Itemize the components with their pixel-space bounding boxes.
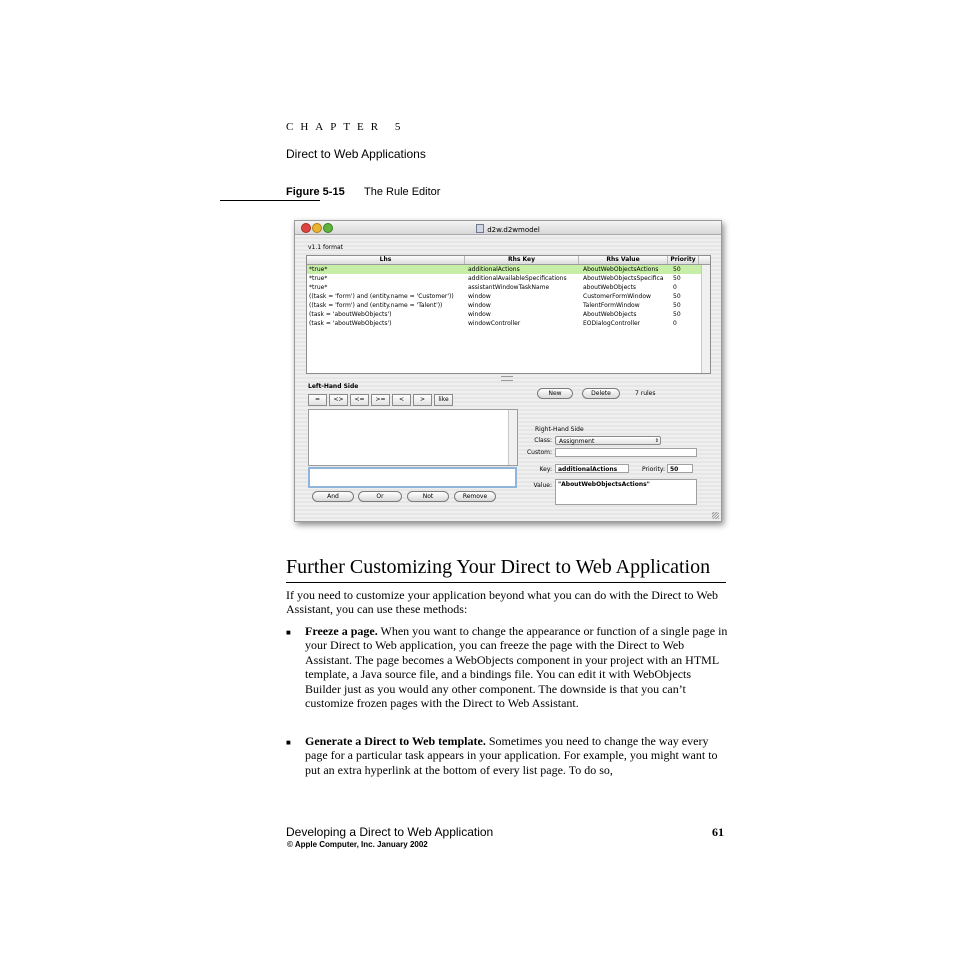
key-label: Key: [539,466,552,473]
rule-count: 7 rules [635,390,656,397]
cell-rhs-key: assistantWindowTaskName [468,284,550,291]
cell-priority: 50 [673,275,681,282]
cell-rhs-key: window [468,311,491,318]
cell-rhs-value: CustomerFormWindow [583,293,651,300]
cell-priority: 50 [673,311,681,318]
cell-rhs-key: window [468,293,491,300]
section-heading: Further Customizing Your Direct to Web Application [286,556,726,583]
and-button[interactable]: And [312,491,354,502]
rule-editor-window [294,220,722,522]
operator-equals-button[interactable]: = [308,394,327,406]
lhs-title: Left-Hand Side [308,383,359,390]
custom-label: Custom: [526,449,552,456]
cell-rhs-value: AboutWebObjectsSpecifica [583,275,664,282]
new-rule-button[interactable]: New [537,388,573,399]
figure-title: The Rule Editor [364,186,441,198]
table-scrollbar[interactable] [701,265,710,373]
cell-lhs: (task = 'aboutWebObjects') [309,311,392,318]
figure-label: Figure 5-15 [286,186,345,198]
rhs-title: Right-Hand Side [535,426,584,433]
table-row[interactable] [307,319,710,328]
cell-priority: 50 [673,302,681,309]
chevron-updown-icon: ⇕ [654,438,659,444]
class-label: Class: [534,437,552,444]
model-version: v1.1 format [308,244,344,251]
rules-table[interactable] [306,255,711,374]
or-button[interactable]: Or [358,491,402,502]
table-row[interactable] [307,301,710,310]
column-rhs-value[interactable]: Rhs Value [579,256,668,264]
cell-lhs: *true* [309,275,328,282]
delete-rule-button[interactable]: Delete [582,388,620,399]
cell-priority: 0 [673,320,677,327]
lhs-input[interactable] [308,467,517,488]
figure-rule [220,200,320,201]
window-titlebar[interactable] [295,221,721,235]
lhs-qualifier-list[interactable] [308,409,518,466]
priority-field[interactable]: 50 [667,464,693,473]
table-row[interactable] [307,283,710,292]
resize-grip-icon[interactable] [712,512,719,519]
class-popup[interactable]: Assignment ⇕ [555,436,661,445]
table-row[interactable] [307,292,710,301]
cell-lhs: (task = 'aboutWebObjects') [309,320,392,327]
column-priority[interactable]: Priority [668,256,699,264]
bullet-icon: ■ [286,738,291,747]
cell-priority: 0 [673,284,677,291]
remove-button[interactable]: Remove [454,491,496,502]
operator-buttons [308,394,455,406]
priority-label: Priority: [642,466,665,473]
cell-rhs-value: AboutWebObjectsActions [583,266,659,273]
cell-rhs-key: additionalAvailableSpecifications [468,275,567,282]
document-icon [476,224,484,233]
cell-rhs-key: additionalActions [468,266,520,273]
cell-rhs-value: aboutWebObjects [583,284,637,291]
chapter-title: Direct to Web Applications [286,147,426,161]
cell-lhs: ((task = 'form') and (entity.name = 'Customer')) [309,293,454,300]
operator-lt-button[interactable]: < [392,394,411,406]
cell-rhs-key: window [468,302,491,309]
copyright: © Apple Computer, Inc. January 2002 [287,840,428,849]
column-rhs-key[interactable]: Rhs Key [465,256,579,264]
table-header [307,256,710,265]
cell-priority: 50 [673,293,681,300]
custom-field[interactable] [555,448,697,457]
cell-rhs-value: AboutWebObjects [583,311,637,318]
cell-priority: 50 [673,266,681,273]
operator-gte-button[interactable]: >= [371,394,390,406]
footer-title: Developing a Direct to Web Application [286,825,494,839]
table-row[interactable] [307,274,710,283]
intro-paragraph: If you need to customize your application beyond what you can do with the Direct to Web Assistant, you can use these methods: [286,588,719,617]
not-button[interactable]: Not [407,491,449,502]
operator-like-button[interactable]: like [434,394,453,406]
cell-rhs-value: TalentFormWindow [583,302,640,309]
bullet-icon: ■ [286,628,291,637]
cell-lhs: *true* [309,266,328,273]
table-row[interactable] [307,310,710,319]
cell-rhs-value: EODialogController [583,320,641,327]
bullet-freeze-page: Freeze a page. When you want to change the appearance or function of a single page in your Direct to Web application, you can freeze the page with the Direct to Web Assistant. The page becomes a WebObjects component in your project with an HTML template, a Java source file, and a bindings file. You can edit it with WebObjects Builder just as you would any other component. The downside is that you can’t customize frozen pages with the Direct to Web Assistant. [305,624,728,711]
chapter-label: CHAPTER 5 [286,121,408,133]
operator-lte-button[interactable]: <= [350,394,369,406]
window-title: d2w.d2wmodel [295,224,721,234]
split-view-handle[interactable] [501,376,513,381]
key-field[interactable]: additionalActions [555,464,629,473]
page-number: 61 [712,825,724,839]
table-row[interactable] [307,265,710,274]
operator-not-equals-button[interactable]: <> [329,394,348,406]
value-label: Value: [533,482,552,489]
operator-gt-button[interactable]: > [413,394,432,406]
value-field[interactable]: "AboutWebObjectsActions" [555,479,697,505]
cell-rhs-key: windowController [468,320,521,327]
column-lhs[interactable]: Lhs [307,256,465,264]
cell-lhs: *true* [309,284,328,291]
bullet-generate-template: Generate a Direct to Web template. Sometimes you need to change the way every page for a particular task appears in your application. For example, you might want to put an extra hyperlink at the bottom of every list page. To do so, [305,734,718,777]
cell-lhs: ((task = 'form') and (entity.name = 'Talent')) [309,302,443,309]
